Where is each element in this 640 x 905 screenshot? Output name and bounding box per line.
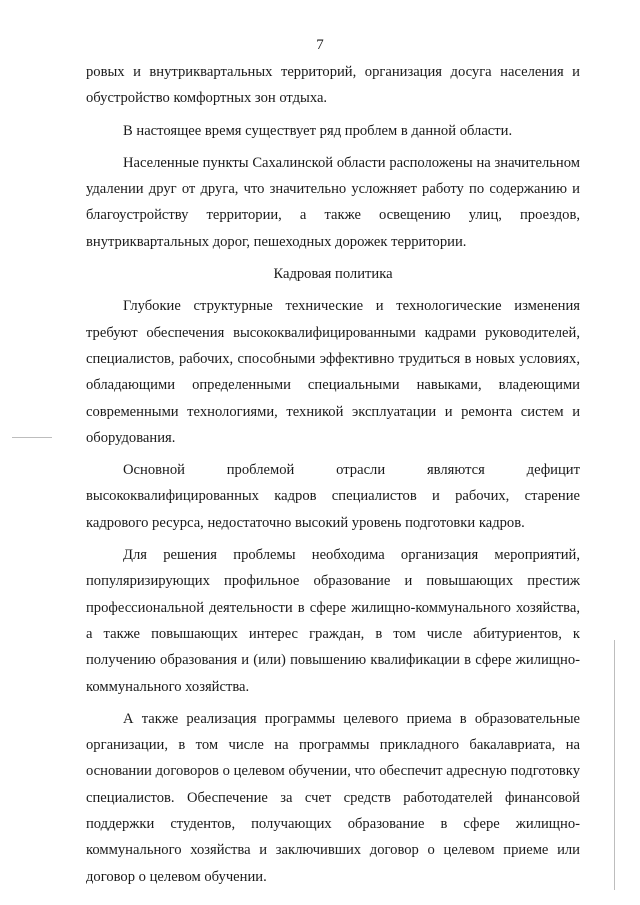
paragraph-structural-changes: Глубокие структурные технические и технологические изменения требуют обеспечения высококвалифицированными кадрами руководителей, специалистов, рабочих, способными эффективно трудиться в новых условиях, обладающими определенными специальными навыками, владеющими современными технологиями, техникой эксплуатации и ремонта систем и оборудования. bbox=[86, 298, 580, 446]
paragraph-main-problem: Основной проблемой отрасли являются дефицит высококвалифицированных кадров специалистов и рабочих, старение кадрового ресурса, недостаточно высокий уровень подготовки кадров. bbox=[86, 462, 580, 531]
paragraph-settlements: Населенные пункты Сахалинской области расположены на значительном удалении друг от друга, что значительно усложняет работу по содержанию и благоустройству территории, а также освещению улиц, проездов, внутриквартальных дорог, пешеходных дорожек территории. bbox=[86, 154, 580, 250]
page-number: 7 bbox=[316, 37, 324, 53]
document-body bbox=[86, 59, 580, 896]
paragraph-continuation: ровых и внутриквартальных территорий, организация досуга населения и обустройство комфортных зон отдыха. bbox=[86, 64, 580, 107]
paragraph-problems-intro: В настоящее время существует ряд проблем в данной области. bbox=[123, 122, 513, 139]
scan-artifact-right bbox=[614, 640, 615, 890]
section-heading: Кадровая политика bbox=[273, 266, 393, 283]
scan-artifact-left bbox=[12, 437, 52, 438]
paragraph-target-admission: А также реализация программы целевого приема в образовательные организации, в том числе на программы прикладного бакалавриата, на основании договоров о целевом обучении, что обеспечит адресную подготовку специалистов. Обеспечение за счет средств работодателей финансовой поддержки студентов, получающих образование в сфере жилищно-коммунального хозяйства и заключивших договор о целевом приеме или договор о целевом обучении. bbox=[86, 710, 580, 885]
paragraph-solution: Для решения проблемы необходима организация мероприятий, популяризирующих профильное образование и повышающих престиж профессиональной деятельности в сфере жилищно-коммунального хозяйства, а также повышающих интерес граждан, в том числе абитуриентов, к получению образования и (или) повышению квалификации в сфере жилищно-коммунального хозяйства. bbox=[86, 547, 580, 695]
